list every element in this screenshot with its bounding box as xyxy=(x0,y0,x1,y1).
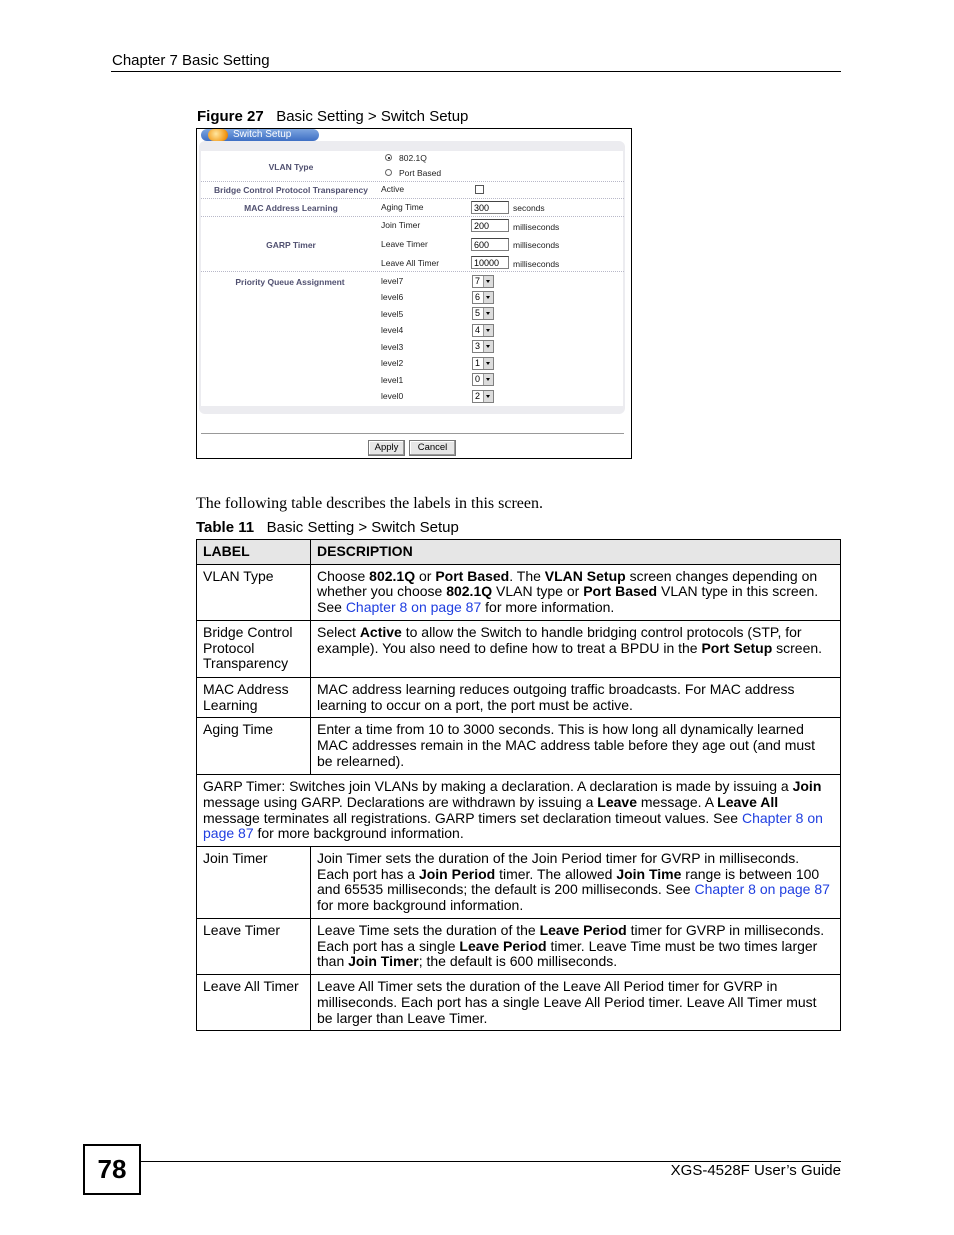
label-column-header: LABEL xyxy=(197,540,311,565)
bold-text: Join Period xyxy=(418,865,496,882)
dropdown-arrow-icon xyxy=(483,391,493,402)
description-column-header: DESCRIPTION xyxy=(311,540,841,565)
bold-text: Join xyxy=(792,778,822,795)
switch-setup-tab[interactable]: Switch Setup xyxy=(201,129,319,141)
priority-level-value: 5 xyxy=(475,308,481,318)
text: timer. Leave Time must be two times larger than xyxy=(317,937,818,970)
bold-text: 802.1Q xyxy=(369,567,416,584)
priority-level-select[interactable] xyxy=(472,307,494,320)
text: message. A xyxy=(636,793,718,810)
row-description: MAC address learning reduces outgoing traffic broadcasts. For MAC address learning to occur on a port, the port must be active. xyxy=(311,677,841,717)
text: Select xyxy=(317,623,360,640)
mac-learning-label: MAC Address Learning xyxy=(244,203,338,213)
text: for more background information. xyxy=(253,825,464,842)
text: or xyxy=(415,567,436,584)
priority-level-select[interactable] xyxy=(472,357,494,370)
bold-text: Port Setup xyxy=(701,639,773,656)
bold-text: Leave Period xyxy=(539,922,627,939)
figure-caption xyxy=(197,108,468,125)
table-row xyxy=(197,975,841,1031)
priority-level-value: 3 xyxy=(475,341,481,351)
leave-all-timer-unit: milliseconds xyxy=(513,259,560,269)
text: VLAN type in this screen. See xyxy=(317,583,819,616)
text: timer. The allowed xyxy=(495,865,617,882)
priority-level-label: level0 xyxy=(381,391,404,401)
priority-level-value: 7 xyxy=(475,276,481,286)
form-bottom-rule xyxy=(201,433,624,434)
row-label: VLAN Type xyxy=(197,564,311,620)
cancel-button[interactable]: Cancel xyxy=(409,440,456,456)
leave-all-timer-label: Leave All Timer xyxy=(381,258,440,268)
vlan-type-label: VLAN Type xyxy=(268,162,314,172)
priority-level-value: 2 xyxy=(475,391,481,401)
bold-text: Port Based xyxy=(583,583,658,600)
bold-text: Join Timer xyxy=(348,953,419,970)
leave-timer-unit: milliseconds xyxy=(513,240,560,250)
priority-level-label: level3 xyxy=(381,342,404,352)
description-table xyxy=(196,539,841,1031)
priority-level-select[interactable] xyxy=(472,275,494,288)
join-timer-unit: milliseconds xyxy=(513,222,560,232)
bold-text: Leave xyxy=(597,793,637,810)
bcpt-active-checkbox[interactable] xyxy=(475,185,484,194)
table-row xyxy=(197,919,841,975)
garp-description xyxy=(197,775,841,847)
row-description xyxy=(311,919,841,975)
chapter-link[interactable]: Chapter 8 on page 87 xyxy=(694,881,830,898)
table-row xyxy=(197,677,841,717)
join-timer-input[interactable]: 200 xyxy=(471,219,509,232)
dropdown-arrow-icon xyxy=(483,374,493,385)
bold-text: VLAN Setup xyxy=(544,567,626,584)
table-header-row xyxy=(197,540,841,565)
row-divider xyxy=(201,198,624,199)
row-description xyxy=(311,564,841,620)
text: message terminates all registrations. GARP timers set declaration timeout values. See xyxy=(203,809,742,826)
dropdown-arrow-icon xyxy=(483,292,493,303)
bcpt-active-label: Active xyxy=(381,184,405,194)
table-caption xyxy=(196,519,459,536)
text: VLAN type or xyxy=(492,583,584,600)
bcpt-label: Bridge Control Protocol Transparency xyxy=(214,185,368,195)
row-label: Leave Timer xyxy=(197,919,311,975)
priority-level-label: level4 xyxy=(381,325,404,335)
row-label: Leave All Timer xyxy=(197,975,311,1031)
row-description xyxy=(311,847,841,919)
text: for more information. xyxy=(481,599,615,616)
vlan-8021q-radio[interactable] xyxy=(385,154,392,161)
row-description: Enter a time from 10 to 3000 seconds. This is how long all dynamically learned MAC addresses remain in the MAC address table before they age out (and must be relearned). xyxy=(311,718,841,775)
priority-level-value: 6 xyxy=(475,292,481,302)
figure-title: Basic Setting > Switch Setup xyxy=(276,108,469,125)
priority-level-label: level5 xyxy=(381,309,404,319)
priority-level-value: 0 xyxy=(475,374,481,384)
chapter-link[interactable]: Chapter 8 on page 87 xyxy=(345,599,482,616)
intro-text: The following table describes the labels in this screen. xyxy=(196,495,544,512)
guide-title: XGS-4528F User’s Guide xyxy=(670,1162,841,1179)
dropdown-arrow-icon xyxy=(483,276,493,287)
text: for more background information. xyxy=(317,897,524,914)
row-label: Aging Time xyxy=(197,718,311,775)
dropdown-arrow-icon xyxy=(483,341,493,352)
garp-timer-label: GARP Timer xyxy=(266,240,316,250)
text: Leave Time sets the duration of the xyxy=(317,922,540,939)
bold-text: Active xyxy=(359,623,402,640)
aging-time-label: Aging Time xyxy=(381,202,424,212)
tab-orb-icon xyxy=(208,129,228,141)
header-rule xyxy=(111,71,841,72)
bold-text: 802.1Q xyxy=(446,583,493,600)
priority-queue-label: Priority Queue Assignment xyxy=(235,277,345,287)
chapter-header: Chapter 7 Basic Setting xyxy=(112,52,270,69)
text: . The xyxy=(509,567,545,584)
bold-text: Port Based xyxy=(435,567,510,584)
aging-time-unit: seconds xyxy=(513,203,545,213)
apply-button[interactable]: Apply xyxy=(368,440,405,456)
priority-level-select[interactable] xyxy=(472,324,494,337)
vlan-port-based-label: Port Based xyxy=(399,168,442,178)
priority-level-select[interactable] xyxy=(472,340,494,353)
join-timer-label: Join Timer xyxy=(381,220,421,230)
priority-level-label: level6 xyxy=(381,292,404,302)
leave-all-timer-input[interactable]: 10000 xyxy=(471,256,509,269)
vlan-8021q-label: 802.1Q xyxy=(399,153,427,163)
leave-timer-input[interactable]: 600 xyxy=(471,238,509,251)
row-description: Leave All Timer sets the duration of the Leave All Period timer for GVRP in milliseconds. Each port has a single Leave All Period timer. Leave All Timer must be larger than Leave Timer. xyxy=(311,975,841,1031)
text: screen. xyxy=(772,639,823,656)
table-row xyxy=(197,620,841,677)
text: Choose xyxy=(317,567,370,584)
table-row xyxy=(197,718,841,775)
bold-text: Join Time xyxy=(616,865,682,882)
row-divider xyxy=(201,271,624,272)
dropdown-arrow-icon xyxy=(483,358,493,369)
priority-level-value: 4 xyxy=(475,325,481,335)
text: to allow the Switch to handle bridging control protocols (STP, for example). You also need to define how to treat a BPDU in the xyxy=(317,623,802,656)
row-label: Bridge Control Protocol Transparency xyxy=(197,620,311,677)
text: GARP Timer: Switches join VLANs by making a declaration. A declaration is made by issuing a xyxy=(203,778,793,795)
bold-text: Leave All xyxy=(717,793,779,810)
text: ; the default is 600 milliseconds. xyxy=(418,953,618,970)
dropdown-arrow-icon xyxy=(483,308,493,319)
page-number: 78 xyxy=(83,1144,141,1195)
text: screen changes depending on whether you choose xyxy=(317,567,818,600)
figure-label: Figure 27 xyxy=(197,108,264,125)
row-label: MAC Address Learning xyxy=(197,677,311,717)
table-label: Table 11 xyxy=(196,519,255,536)
leave-timer-label: Leave Timer xyxy=(381,239,428,249)
row-divider xyxy=(201,181,624,182)
aging-time-input[interactable]: 300 xyxy=(471,201,509,214)
text: message using GARP. Declarations are withdrawn by issuing a xyxy=(203,793,598,810)
table-row xyxy=(197,847,841,919)
dropdown-arrow-icon xyxy=(483,325,493,336)
priority-level-value: 1 xyxy=(475,358,481,368)
vlan-port-based-radio[interactable] xyxy=(385,169,392,176)
row-description xyxy=(311,620,841,677)
table-title: Basic Setting > Switch Setup xyxy=(266,519,459,536)
priority-level-label: level7 xyxy=(381,276,404,286)
priority-level-select[interactable] xyxy=(472,373,494,386)
priority-level-select[interactable] xyxy=(472,291,494,304)
priority-level-label: level2 xyxy=(381,358,404,368)
text: range is between 100 and 65535 milliseconds; the default is 200 milliseconds. See xyxy=(317,865,820,898)
text: timer for GVRP in milliseconds. Each port has a single xyxy=(317,922,825,954)
priority-level-select[interactable] xyxy=(472,390,494,403)
text: Join Timer sets the duration of the Join Period timer for GVRP in milliseconds. Each port has a xyxy=(317,850,800,882)
table-row xyxy=(197,564,841,620)
row-label: Join Timer xyxy=(197,847,311,919)
priority-level-label: level1 xyxy=(381,375,404,385)
bold-text: Leave Period xyxy=(459,937,547,954)
chapter-link[interactable]: Chapter 8 on page 87 xyxy=(203,809,823,842)
table-row xyxy=(197,775,841,847)
row-divider xyxy=(201,216,624,217)
